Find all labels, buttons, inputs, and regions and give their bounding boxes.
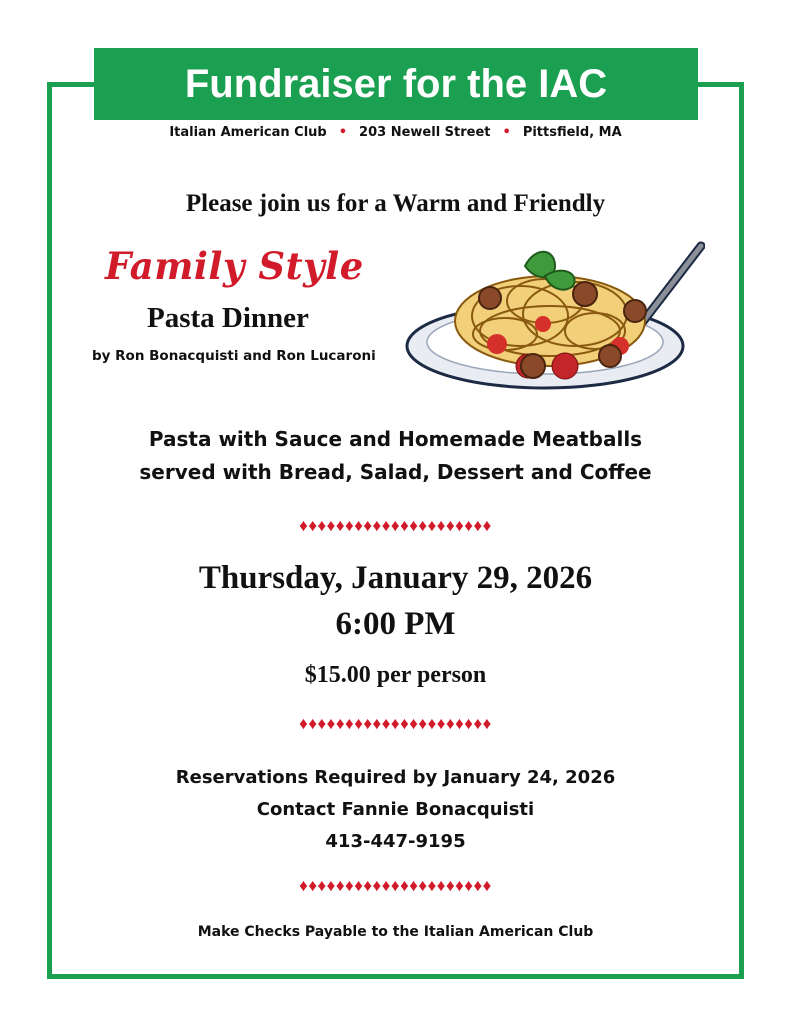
separator-dot: • [502, 125, 511, 140]
event-price: $15.00 per person [304, 662, 487, 688]
diamond-divider: ♦♦♦♦♦♦♦♦♦♦♦♦♦♦♦♦♦♦♦♦♦ [299, 876, 492, 895]
event-time: 6:00 PM [335, 606, 456, 642]
separator-dot: • [338, 125, 348, 140]
banner-title: Fundraiser for the IAC [94, 48, 698, 120]
street: 203 Newell Street [359, 125, 491, 140]
diamond-divider: ♦♦♦♦♦♦♦♦♦♦♦♦♦♦♦♦♦♦♦♦♦ [299, 516, 492, 535]
invite-text: Please join us for a Warm and Friendly [185, 190, 606, 217]
menu-description [0, 423, 791, 489]
checks-payable-note: Make Checks Payable to the Italian American Club [197, 924, 594, 940]
family-style-heading: Family Style [105, 244, 364, 288]
dinner-name: Pasta Dinner [147, 302, 309, 334]
reservation-deadline: Reservations Required by January 24, 2026 [175, 767, 616, 788]
contact-name: Contact Fannie Bonacquisti [256, 799, 535, 820]
contact-phone: 413-447-9195 [325, 831, 466, 852]
menu-line: served with Bread, Salad, Dessert and Coffee [139, 460, 652, 484]
address-line [0, 125, 791, 140]
spaghetti-plate-illustration [405, 236, 705, 396]
club-name: Italian American Club [169, 125, 327, 140]
diamond-divider: ♦♦♦♦♦♦♦♦♦♦♦♦♦♦♦♦♦♦♦♦♦ [299, 714, 492, 733]
byline: by Ron Bonacquisti and Ron Lucaroni [92, 348, 376, 364]
reservation-info [0, 762, 791, 858]
menu-line: Pasta with Sauce and Homemade Meatballs [148, 427, 643, 451]
event-date: Thursday, January 29, 2026 [198, 560, 593, 596]
city: Pittsfield, MA [522, 125, 622, 140]
